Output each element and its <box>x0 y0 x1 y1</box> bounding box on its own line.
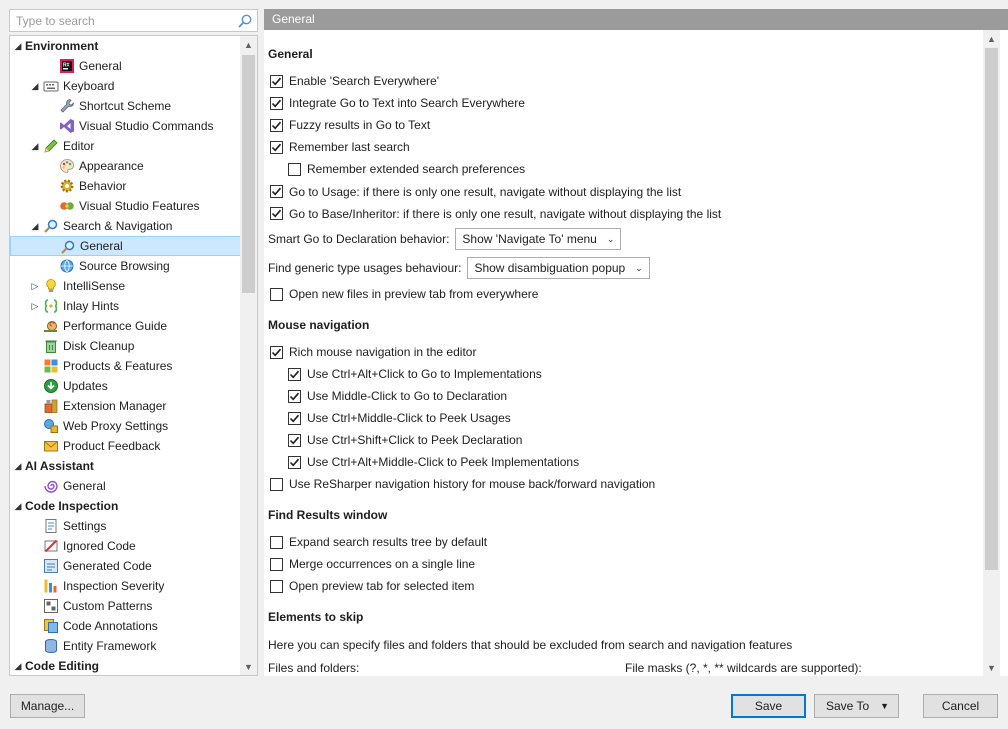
tree-item-code-annotations[interactable] <box>10 616 241 636</box>
option-checkbox[interactable] <box>270 536 283 549</box>
expanded-arrow-icon[interactable]: ◢ <box>31 140 39 151</box>
tree-item-settings[interactable] <box>10 516 241 536</box>
tree-item-entity-framework[interactable] <box>10 636 241 656</box>
file-masks-label: File masks (?, *, ** wildcards are supported): <box>625 661 862 675</box>
globe-icon <box>59 258 75 274</box>
option-use-ctrl-alt-middle-click-to-peek-implem[interactable] <box>288 454 579 470</box>
files-and-folders-label: Files and folders: <box>268 661 360 675</box>
option-label: Use ReSharper navigation history for mouse back/forward navigation <box>289 477 656 491</box>
tree-item-label: Code Annotations <box>63 619 158 633</box>
tree-item-inspection-severity[interactable] <box>10 576 241 596</box>
chevron-down-icon: ⌄ <box>606 233 615 244</box>
products-icon <box>43 358 59 374</box>
section-title-find-results: Find Results window <box>268 508 388 522</box>
caret-down-icon[interactable]: ▼ <box>880 701 889 711</box>
tree-item-label: Shortcut Scheme <box>79 99 172 113</box>
option-checkbox[interactable] <box>270 97 283 110</box>
option-checkbox[interactable] <box>270 580 283 593</box>
database-icon <box>43 638 59 654</box>
find-generic-label: Find generic type usages behaviour: <box>268 261 462 275</box>
section-title-mouse-navigation: Mouse navigation <box>268 318 370 332</box>
resharper-logo-icon <box>59 58 75 74</box>
tree-item-label: Inspection Severity <box>63 579 165 593</box>
settings-content-pane <box>264 9 1008 676</box>
save-button-label: Save <box>754 699 783 713</box>
option-checkbox[interactable] <box>270 346 283 359</box>
option-use-resharper-navigation-history-for-mou[interactable] <box>270 476 655 492</box>
tree-item-visual-studio-features[interactable] <box>10 196 241 216</box>
tree-item-label: Search & Navigation <box>63 219 173 233</box>
tree-item-products-features[interactable] <box>10 356 241 376</box>
tree-item-source-browsing[interactable] <box>10 256 241 276</box>
tree-scrollbar[interactable] <box>240 36 257 675</box>
content-scrollbar[interactable] <box>983 30 1000 676</box>
severity-icon <box>43 578 59 594</box>
open-preview-checkbox[interactable] <box>270 288 283 301</box>
expanded-arrow-icon[interactable]: ◢ <box>14 460 22 471</box>
expanded-arrow-icon[interactable]: ◢ <box>14 500 22 511</box>
collapsed-arrow-icon[interactable]: ▷ <box>31 300 39 311</box>
tree-item-label: Disk Cleanup <box>63 339 135 353</box>
keyboard-icon <box>43 78 59 94</box>
tree-item-label: IntelliSense <box>63 279 126 293</box>
option-use-ctrl-shift-click-to-peek-declaration[interactable] <box>288 432 522 448</box>
expanded-arrow-icon[interactable]: ◢ <box>14 660 22 671</box>
scroll-down-icon[interactable]: ▼ <box>244 661 253 672</box>
visual-studio-icon <box>59 118 75 134</box>
tree-item-label: AI Assistant <box>25 459 94 473</box>
tree-item-label: General <box>63 479 106 493</box>
expanded-arrow-icon[interactable]: ◢ <box>14 40 22 51</box>
manage-button[interactable] <box>10 694 85 718</box>
option-checkbox[interactable] <box>288 163 301 176</box>
tree-item-search-navigation[interactable] <box>10 216 241 236</box>
smart-goto-value: Show 'Navigate To' menu <box>462 232 597 246</box>
web-proxy-icon <box>43 418 59 434</box>
open-preview-option[interactable] <box>270 286 538 302</box>
tree-item-updates[interactable] <box>10 376 241 396</box>
option-integrate-go-to-text-into-search-everywh[interactable] <box>270 95 525 111</box>
option-enable-search-everywhere-[interactable] <box>270 73 439 89</box>
tree-item-label: General <box>80 239 123 253</box>
save-to-button-label: Save To <box>826 699 870 713</box>
settings-search-input[interactable] <box>10 10 230 31</box>
option-open-preview-tab-for-selected-item[interactable] <box>270 578 474 594</box>
save-to-button[interactable] <box>814 694 899 718</box>
collapsed-arrow-icon[interactable]: ▷ <box>31 280 39 291</box>
section-title-elements-to-skip: Elements to skip <box>268 610 364 624</box>
option-label: Enable 'Search Everywhere' <box>289 74 439 88</box>
tree-item-label: Editor <box>63 139 95 153</box>
search-nav-icon <box>43 218 59 234</box>
option-label: Use Ctrl+Alt+Click to Go to Implementations <box>307 367 542 381</box>
settings-navigation-pane <box>9 9 258 676</box>
generated-code-icon <box>43 558 59 574</box>
tree-item-label: Product Feedback <box>63 439 161 453</box>
tree-item-label: Source Browsing <box>79 259 170 273</box>
page-title: General <box>264 9 1008 30</box>
tree-item-label: Appearance <box>79 159 144 173</box>
tree-item-appearance[interactable] <box>10 156 241 176</box>
tree-item-general[interactable] <box>10 236 241 256</box>
tree-item-ignored-code[interactable] <box>10 536 241 556</box>
tree-item-label: Settings <box>63 519 107 533</box>
option-checkbox[interactable] <box>270 119 283 132</box>
option-label: Merge occurrences on a single line <box>289 557 476 571</box>
settings-content <box>264 30 982 676</box>
smart-goto-dropdown[interactable] <box>455 228 621 250</box>
option-checkbox[interactable] <box>288 456 301 469</box>
cancel-button[interactable] <box>923 694 998 718</box>
tree-item-visual-studio-commands[interactable] <box>10 116 241 136</box>
option-label: Open preview tab for selected item <box>289 579 475 593</box>
scrollbar-thumb[interactable] <box>985 48 998 570</box>
option-label: Use Ctrl+Alt+Middle-Click to Peek Implementations <box>307 455 580 469</box>
option-expand-search-results-tree-by-default[interactable] <box>270 534 487 550</box>
annotations-icon <box>43 618 59 634</box>
settings-doc-icon <box>43 518 59 534</box>
open-preview-label: Open new files in preview tab from everywhere <box>289 287 539 301</box>
settings-search-box <box>9 9 258 32</box>
pencil-icon <box>43 138 59 154</box>
tree-item-label: Keyboard <box>63 79 115 93</box>
tree-item-label: Performance Guide <box>63 319 168 333</box>
tree-item-label: Environment <box>25 39 99 53</box>
tree-item-label: Code Editing <box>25 659 99 673</box>
scroll-down-icon[interactable]: ▼ <box>987 662 996 673</box>
option-use-middle-click-to-go-to-declaration[interactable] <box>288 388 507 404</box>
palette-icon <box>59 158 75 174</box>
option-label: Expand search results tree by default <box>289 535 488 549</box>
find-generic-dropdown[interactable] <box>467 257 649 279</box>
ignored-code-icon <box>43 538 59 554</box>
option-checkbox[interactable] <box>270 185 283 198</box>
option-checkbox[interactable] <box>270 207 283 220</box>
tree-item-label: Custom Patterns <box>63 599 153 613</box>
option-fuzzy-results-in-go-to-text[interactable] <box>270 117 430 133</box>
scroll-up-icon[interactable]: ▲ <box>244 39 253 50</box>
tree-item-label: Products & Features <box>63 359 173 373</box>
scroll-up-icon[interactable]: ▲ <box>987 33 996 44</box>
tree-item-web-proxy-settings[interactable] <box>10 416 241 436</box>
cog-icon <box>59 178 75 194</box>
ai-spiral-icon <box>43 478 59 494</box>
smart-goto-label: Smart Go to Declaration behavior: <box>268 232 450 246</box>
tree-item-behavior[interactable] <box>10 176 241 196</box>
option-checkbox[interactable] <box>288 434 301 447</box>
option-checkbox[interactable] <box>270 75 283 88</box>
tree-item-general[interactable] <box>10 476 241 496</box>
option-checkbox[interactable] <box>270 141 283 154</box>
option-label: Fuzzy results in Go to Text <box>289 118 431 133</box>
tree-item-generated-code[interactable] <box>10 556 241 576</box>
svg-text:R#: R# <box>63 62 70 69</box>
tree-item-shortcut-scheme[interactable] <box>10 96 241 116</box>
settings-tree <box>9 35 258 676</box>
option-label: Remember last search <box>289 140 410 155</box>
tree-item-label: Code Inspection <box>25 499 119 513</box>
option-label: Go to Base/Inheritor: if there is only one result, navigate without displaying the list <box>289 206 722 221</box>
tree-item-label: Inlay Hints <box>63 299 120 313</box>
section-title-general: General <box>268 47 313 61</box>
snail-icon <box>43 318 59 334</box>
tree-item-label: Visual Studio Features <box>79 199 200 213</box>
tree-item-code-editing[interactable] <box>10 656 241 676</box>
tree-item-label: Ignored Code <box>63 539 136 553</box>
tree-item-label: Web Proxy Settings <box>63 419 169 433</box>
lightbulb-icon <box>43 278 59 294</box>
cancel-button-label: Cancel <box>941 699 980 713</box>
tree-item-keyboard[interactable] <box>10 76 241 96</box>
option-use-ctrl-alt-click-to-go-to-implementati[interactable] <box>288 366 542 382</box>
option-label: Go to Usage: if there is only one result, navigate without displaying the list <box>289 184 682 199</box>
tree-item-inlay-hints[interactable] <box>10 296 241 316</box>
tree-item-extension-manager[interactable] <box>10 396 241 416</box>
expanded-arrow-icon[interactable]: ◢ <box>31 80 39 91</box>
tree-item-label: Visual Studio Commands <box>79 119 214 133</box>
tree-item-product-feedback[interactable] <box>10 436 241 456</box>
save-button[interactable] <box>731 694 806 718</box>
option-label: Rich mouse navigation in the editor <box>289 345 477 359</box>
option-go-to-usage-if-there-is-only-one-result-[interactable] <box>270 184 681 200</box>
manage-button-label: Manage... <box>20 699 75 713</box>
tree-item-label: Generated Code <box>63 559 152 573</box>
option-checkbox[interactable] <box>288 412 301 425</box>
patterns-icon <box>43 598 59 614</box>
option-label: Remember extended search preferences <box>307 162 526 177</box>
features-icon <box>59 198 75 214</box>
option-remember-last-search[interactable] <box>270 139 410 155</box>
tree-item-intellisense[interactable] <box>10 276 241 296</box>
inlay-hints-icon <box>43 298 59 314</box>
option-label: Use Ctrl+Middle-Click to Peek Usages <box>307 411 511 425</box>
magnifier-icon <box>60 239 76 255</box>
tree-item-custom-patterns[interactable] <box>10 596 241 616</box>
wrench-icon <box>59 98 75 114</box>
tree-item-label: Entity Framework <box>63 639 157 653</box>
option-checkbox[interactable] <box>270 478 283 491</box>
elements-to-skip-description: Here you can specify files and folders that should be excluded from search and navigation features <box>268 638 793 652</box>
tree-item-label: Updates <box>63 379 108 393</box>
find-generic-value: Show disambiguation popup <box>474 261 626 275</box>
tree-item-general[interactable] <box>10 56 241 76</box>
option-label: Integrate Go to Text into Search Everywhere <box>289 96 525 111</box>
search-icon[interactable] <box>237 13 253 29</box>
option-checkbox[interactable] <box>288 390 301 403</box>
find-generic-row <box>268 257 650 279</box>
expanded-arrow-icon[interactable]: ◢ <box>31 220 39 231</box>
tree-item-label: Behavior <box>79 179 127 193</box>
option-go-to-base-inheritor-if-there-is-only-on[interactable] <box>270 206 721 222</box>
scrollbar-thumb[interactable] <box>242 55 255 293</box>
option-use-ctrl-middle-click-to-peek-usages[interactable] <box>288 410 511 426</box>
option-label: Use Middle-Click to Go to Declaration <box>307 389 508 403</box>
smart-goto-row <box>268 228 621 250</box>
envelope-icon <box>43 438 59 454</box>
tree-item-performance-guide[interactable] <box>10 316 241 336</box>
tree-item-code-inspection[interactable] <box>10 496 241 516</box>
option-remember-extended-search-preferences[interactable] <box>288 161 525 177</box>
tree-item-disk-cleanup[interactable] <box>10 336 241 356</box>
tree-item-environment[interactable] <box>10 36 241 56</box>
option-checkbox[interactable] <box>270 558 283 571</box>
option-rich-mouse-navigation-in-the-editor[interactable] <box>270 344 476 360</box>
extension-icon <box>43 398 59 414</box>
option-checkbox[interactable] <box>288 368 301 381</box>
updates-icon <box>43 378 59 394</box>
tree-item-editor[interactable] <box>10 136 241 156</box>
option-label: Use Ctrl+Shift+Click to Peek Declaration <box>307 433 523 447</box>
tree-item-label: Extension Manager <box>63 399 167 413</box>
recycle-bin-icon <box>43 338 59 354</box>
chevron-down-icon: ⌄ <box>635 262 643 273</box>
tree-item-label: General <box>79 59 122 73</box>
option-merge-occurrences-on-a-single-line[interactable] <box>270 556 475 572</box>
tree-item-ai-assistant[interactable] <box>10 456 241 476</box>
